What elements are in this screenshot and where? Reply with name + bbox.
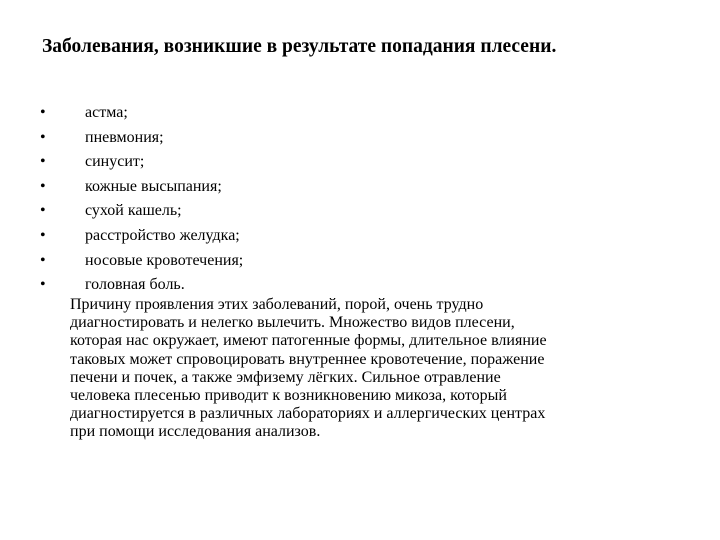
paragraph-line: при помощи исследования анализов.: [70, 423, 321, 441]
paragraph-line: диагностировать и нелегко вылечить. Множество видов плесени,: [70, 314, 515, 332]
list-item-label: кожные высыпания;: [85, 177, 222, 195]
bullet-icon: •: [40, 202, 46, 220]
list-item-label: синусит;: [85, 153, 145, 171]
list-item: [40, 199, 243, 224]
bullet-icon: •: [40, 251, 46, 269]
list-item: [40, 273, 243, 298]
list-item: [40, 224, 243, 249]
paragraph-line: которая нас окружает, имеют патогенные формы, длительное влияние: [70, 332, 547, 350]
slide-title: Заболевания, возникшие в результате попадания плесени.: [42, 36, 557, 57]
body-paragraph: [70, 296, 676, 442]
bullet-icon: •: [40, 276, 46, 294]
list-item-label: головная боль.: [85, 276, 185, 294]
list-item: [40, 175, 243, 200]
list-item: [40, 126, 243, 151]
paragraph-line: Причину проявления этих заболеваний, порой, очень трудно: [70, 296, 484, 313]
list-item-label: пневмония;: [85, 128, 164, 146]
paragraph-line: человека плесенью приводит к возникновению микоза, который: [70, 387, 507, 405]
list-item-label: носовые кровотечения;: [85, 251, 244, 269]
bullet-icon: •: [40, 153, 46, 171]
disease-list: [40, 101, 243, 298]
list-item-label: расстройство желудка;: [85, 226, 240, 244]
bullet-icon: •: [40, 226, 46, 244]
paragraph-line: диагностируется в различных лабораториях и аллергических центрах: [70, 405, 546, 423]
paragraph-line: таковых может спровоцировать внутреннее кровотечение, поражение: [70, 350, 545, 368]
list-item: [40, 150, 243, 175]
paragraph-line: печени и почек, а также эмфизему лёгких. Сильное отравление: [70, 368, 501, 386]
bullet-icon: •: [40, 128, 46, 146]
list-item-label: сухой кашель;: [85, 202, 182, 220]
bullet-icon: •: [40, 104, 46, 121]
bullet-icon: •: [40, 177, 46, 195]
list-item-label: астма;: [85, 104, 128, 121]
list-item: [40, 249, 243, 274]
list-item: [40, 101, 243, 126]
